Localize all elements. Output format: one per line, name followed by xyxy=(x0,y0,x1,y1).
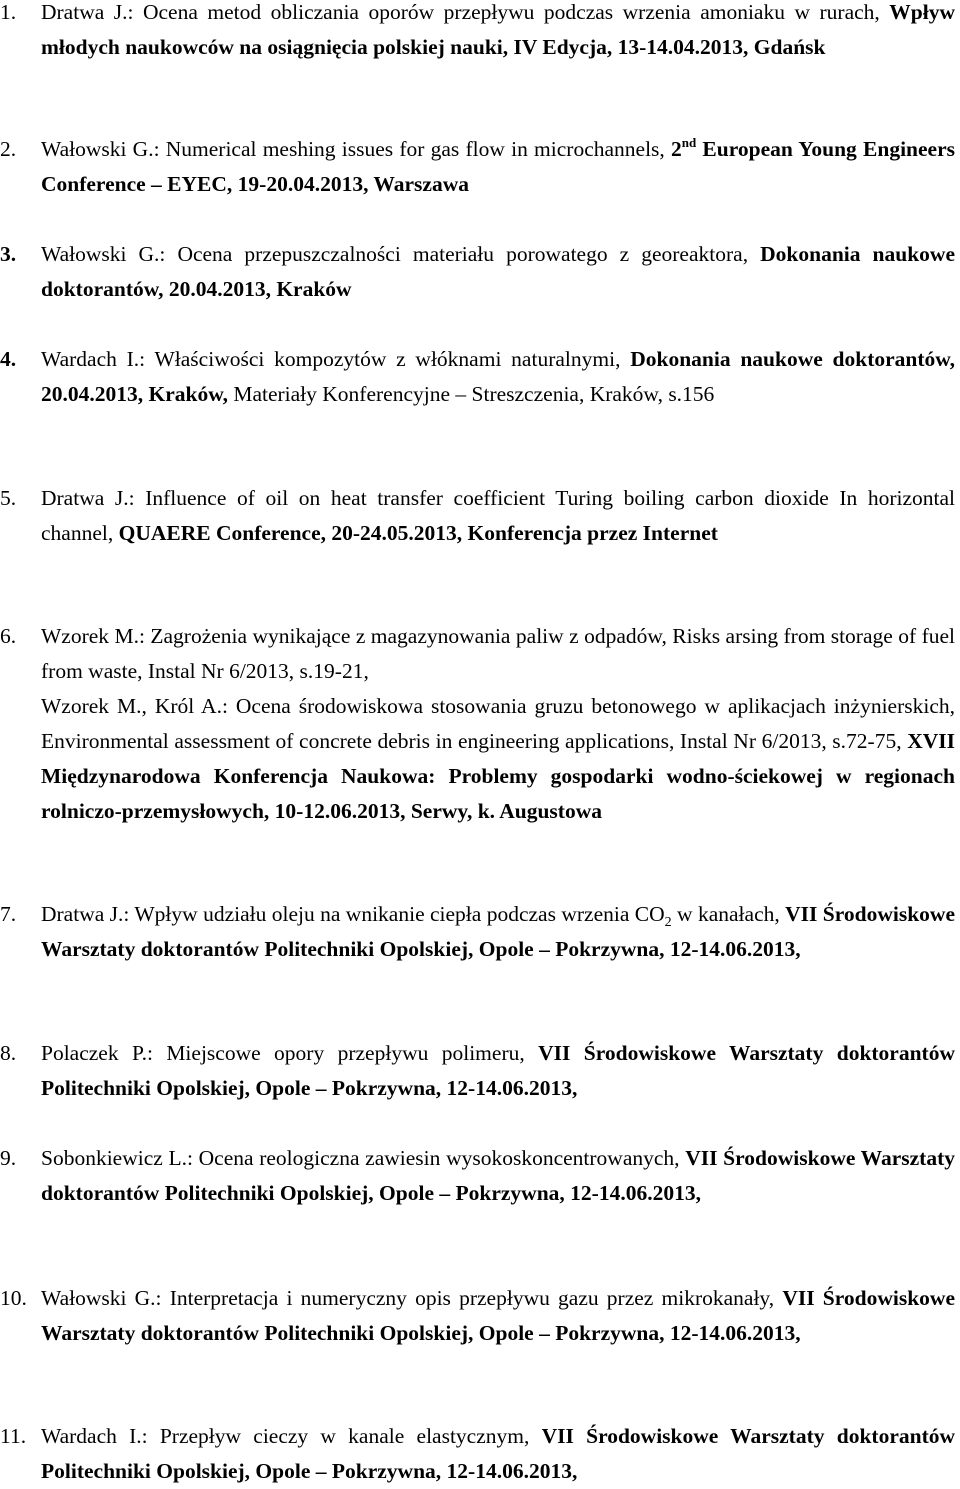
list-item-11 xyxy=(0,1419,955,1489)
item-title: : Zagrożenia wynikające z magazynowania paliw z odpadów, Risks arsing from storage of fuel from waste, Instal Nr 6/2013, s.19-21, xyxy=(41,624,955,683)
item-author: Dratwa J. xyxy=(41,0,128,24)
item-title: : Przepływ cieczy w kanale elastycznym, xyxy=(141,1424,542,1448)
list-item-9 xyxy=(0,1141,955,1211)
list-item-6 xyxy=(0,619,955,829)
item-venue: VII Środowiskowe Warsztaty doktorantów Politechniki Opolskiej, Opole – Pokrzywna, 12-14.06.2013, xyxy=(41,1041,955,1100)
list-item-7 xyxy=(0,897,955,967)
item-title: : Miejscowe opory przepływu polimeru, xyxy=(146,1041,539,1065)
list-item-5 xyxy=(0,481,955,551)
item-author: Wardach I. xyxy=(41,1424,142,1448)
item-author: Wałowski G. xyxy=(41,242,160,266)
item-author: Wzorek M. xyxy=(41,624,139,648)
item-title-subscript: 2 xyxy=(664,915,672,930)
item-title-2: : Ocena środowiskowa stosowania gruzu betonowego w aplikacjach inżynierskich, Environmental assessment of concrete debris in engineering applications, Instal Nr 6/2013, s.72-75, xyxy=(41,694,955,753)
item-venue: VII Środowiskowe Warsztaty doktorantów Politechniki Opolskiej, Opole – Pokrzywna, 12-14.06.2013, xyxy=(41,1286,955,1345)
item-venue: VII Środowiskowe Warsztaty doktorantów Politechniki Opolskiej, Opole – Pokrzywna, 12-14.06.2013, xyxy=(41,1424,956,1483)
item-title-cont: w kanałach, xyxy=(671,902,786,926)
item-number: 6. xyxy=(0,624,17,648)
item-author: Wałowski G. xyxy=(41,1286,156,1310)
item-author-2: Wzorek M., Król A. xyxy=(41,694,222,718)
item-number: 9. xyxy=(0,1146,17,1170)
item-venue-ordinal: 2 xyxy=(671,137,682,161)
item-source: Materiały Konferencyjne – Streszczenia, Kraków, s.156 xyxy=(227,382,715,406)
item-venue: Dokonania naukowe doktorantów, 20.04.2013, Kraków xyxy=(41,242,955,301)
list-item-1 xyxy=(0,0,955,65)
item-number: 4. xyxy=(0,347,17,371)
item-venue: QUAERE Conference, 20-24.05.2013, Konferencja przez Internet xyxy=(118,521,718,545)
item-title: : Interpretacja i numeryczny opis przepływu gazu przez mikrokanały, xyxy=(155,1286,783,1310)
item-venue: VII Środowiskowe Warsztaty doktorantów Politechniki Opolskiej, Opole – Pokrzywna, 12-14.06.2013, xyxy=(41,1146,956,1205)
item-author: Sobonkiewicz L. xyxy=(41,1146,187,1170)
item-number: 10. xyxy=(0,1286,27,1310)
item-venue: XVII Międzynarodowa Konferencja Naukowa: Problemy gospodarki wodno-ściekowej w regionach rolniczo-przemysłowych, 10-12.06.2013, Serwy, k. Augustowa xyxy=(41,729,955,823)
item-title: : Właściwości kompozytów z włóknami naturalnymi, xyxy=(139,347,631,371)
list-item-8 xyxy=(0,1036,955,1106)
item-number: 11. xyxy=(0,1424,27,1448)
item-title: : Wpływ udziału oleju na wnikanie ciepła podczas wrzenia CO xyxy=(123,902,665,926)
item-author: Wardach I. xyxy=(41,347,140,371)
item-venue: Dokonania naukowe doktorantów, 20.04.2013, Kraków, xyxy=(41,347,955,406)
item-number: 8. xyxy=(0,1041,17,1065)
item-venue-superscript: nd xyxy=(681,135,697,150)
item-title: : Numerical meshing issues for gas flow in microchannels, xyxy=(153,137,671,161)
item-venue: European Young Engineers Conference – EYEC, 19-20.04.2013, Warszawa xyxy=(41,137,955,196)
item-number: 2. xyxy=(0,137,17,161)
item-author: Polaczek P. xyxy=(41,1041,147,1065)
item-number: 1. xyxy=(0,0,17,24)
item-venue: Wpływ młodych naukowców na osiągnięcia polskiej nauki, IV Edycja, 13-14.04.2013, Gdańsk xyxy=(41,0,955,59)
list-item-2 xyxy=(0,132,955,202)
item-title: : Ocena przepuszczalności materiału porowatego z georeaktora, xyxy=(159,242,761,266)
item-title: : Ocena reologiczna zawiesin wysokoskoncentrowanych, xyxy=(187,1146,686,1170)
item-author: Dratwa J. xyxy=(41,902,124,926)
item-number: 7. xyxy=(0,902,17,926)
item-title: : Ocena metod obliczania oporów przepływu podczas wrzenia amoniaku w rurach, xyxy=(127,0,890,24)
list-item-3 xyxy=(0,237,955,307)
item-venue: VII Środowiskowe Warsztaty doktorantów Politechniki Opolskiej, Opole – Pokrzywna, 12-14.06.2013, xyxy=(41,902,955,961)
item-number: 3. xyxy=(0,242,17,266)
item-number: 5. xyxy=(0,486,17,510)
item-author: Wałowski G. xyxy=(41,137,154,161)
list-item-4 xyxy=(0,342,955,412)
item-author: Dratwa J. xyxy=(41,486,129,510)
item-title: : Influence of oil on heat transfer coefficient Turing boiling carbon dioxide In horizontal channel, xyxy=(41,486,956,545)
list-item-10 xyxy=(0,1281,955,1351)
